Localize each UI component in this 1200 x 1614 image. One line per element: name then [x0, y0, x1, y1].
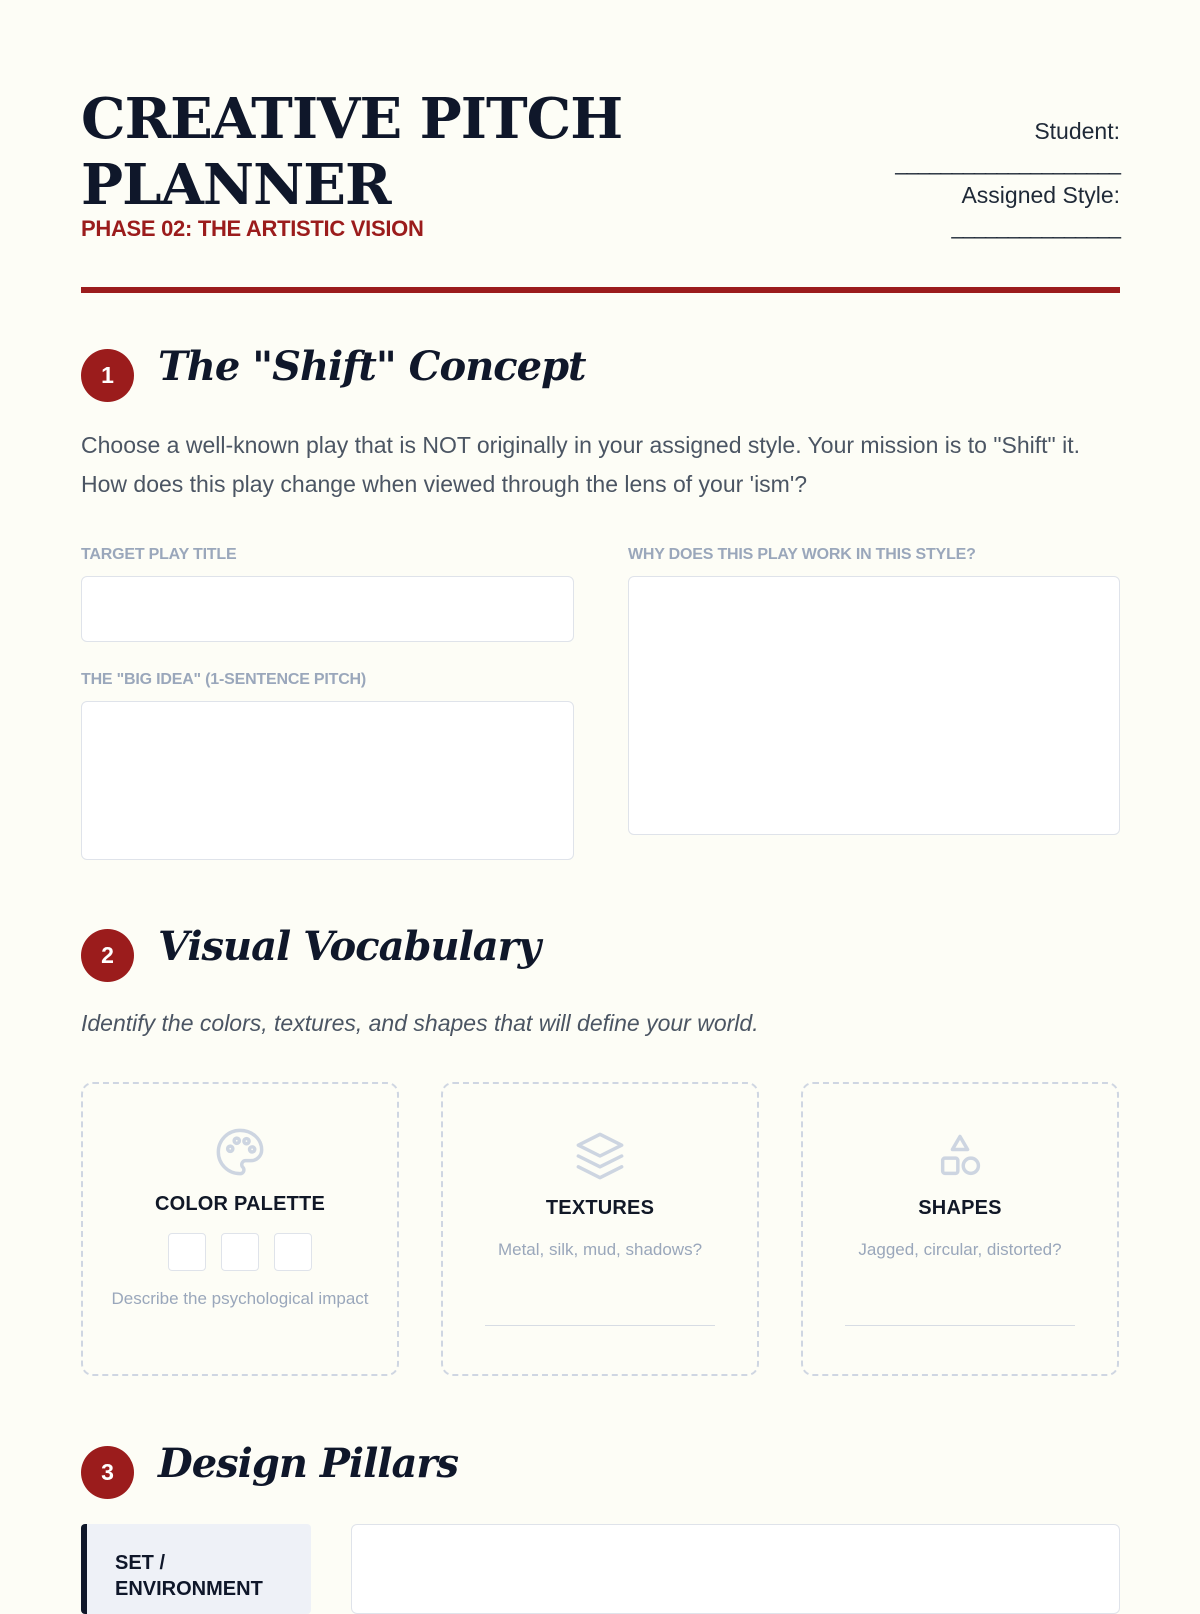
textures-hint: Metal, silk, mud, shadows? [497, 1240, 703, 1259]
section-1-title: The "Shift" Concept [158, 343, 586, 390]
worksheet-page [81, 0, 1120, 1600]
color-swatch-1[interactable] [168, 1233, 206, 1271]
student-label: Student: [1034, 118, 1120, 144]
section-1-header [81, 343, 1120, 403]
shapes-card [801, 1082, 1119, 1376]
title-line-2: PLANNER [81, 152, 391, 218]
header-divider [81, 287, 1120, 293]
section-1-description: Choose a well-known play that is NOT originally in your assigned style. Your mission is to "Shift" it. How does this play change when viewed through the lens of your 'ism'? [81, 432, 1080, 497]
color-palette-card [81, 1082, 399, 1376]
shapes-title: SHAPES [918, 1197, 1002, 1219]
shapes-hint: Jagged, circular, distorted? [858, 1240, 1062, 1259]
pillar-set-environment-textarea[interactable] [351, 1524, 1120, 1614]
color-palette-hint: Describe the psychological impact [111, 1289, 369, 1308]
section-3-number-badge: 3 [81, 1446, 134, 1499]
shapes-answer-line[interactable] [845, 1325, 1075, 1326]
section-3-title: Design Pillars [158, 1440, 459, 1487]
header [81, 86, 1120, 246]
section-2-description: Identify the colors, textures, and shapes that will define your world. [81, 1010, 759, 1036]
layers-icon [574, 1130, 626, 1182]
palette-icon [214, 1126, 266, 1178]
textures-card [441, 1082, 759, 1376]
why-style-textarea[interactable] [628, 576, 1120, 835]
section-2-title: Visual Vocabulary [158, 923, 540, 970]
title-line-1: CREATIVE PITCH [81, 86, 623, 152]
big-idea-textarea[interactable] [81, 701, 574, 860]
section-3-header [81, 1440, 1120, 1500]
color-swatch-3[interactable] [274, 1233, 312, 1271]
student-info [820, 114, 1120, 242]
color-palette-title: COLOR PALETTE [154, 1193, 325, 1215]
assigned-style-label: Assigned Style: [961, 182, 1120, 208]
pillar-set-environment-label [81, 1524, 311, 1614]
section-1-number-badge: 1 [81, 349, 134, 402]
textures-answer-line[interactable] [485, 1325, 715, 1326]
big-idea-label: THE "BIG IDEA" (1-SENTENCE PITCH) [81, 671, 367, 688]
page-subtitle: PHASE 02: THE ARTISTIC VISION [81, 216, 424, 241]
target-play-title-input[interactable] [81, 576, 574, 642]
shapes-icon [934, 1130, 986, 1182]
section-2-header [81, 923, 1120, 983]
color-swatch-2[interactable] [221, 1233, 259, 1271]
section-2-number-badge: 2 [81, 929, 134, 982]
textures-title: TEXTURES [545, 1197, 655, 1219]
pillar-label-text: SET / ENVIRONMENT [115, 1552, 263, 1600]
why-style-label: WHY DOES THIS PLAY WORK IN THIS STYLE? [628, 546, 976, 563]
student-name-line[interactable]: ____________________ [895, 150, 1120, 175]
target-play-title-label: TARGET PLAY TITLE [81, 546, 237, 563]
page-title [81, 86, 641, 218]
assigned-style-line[interactable]: _______________ [951, 214, 1120, 239]
